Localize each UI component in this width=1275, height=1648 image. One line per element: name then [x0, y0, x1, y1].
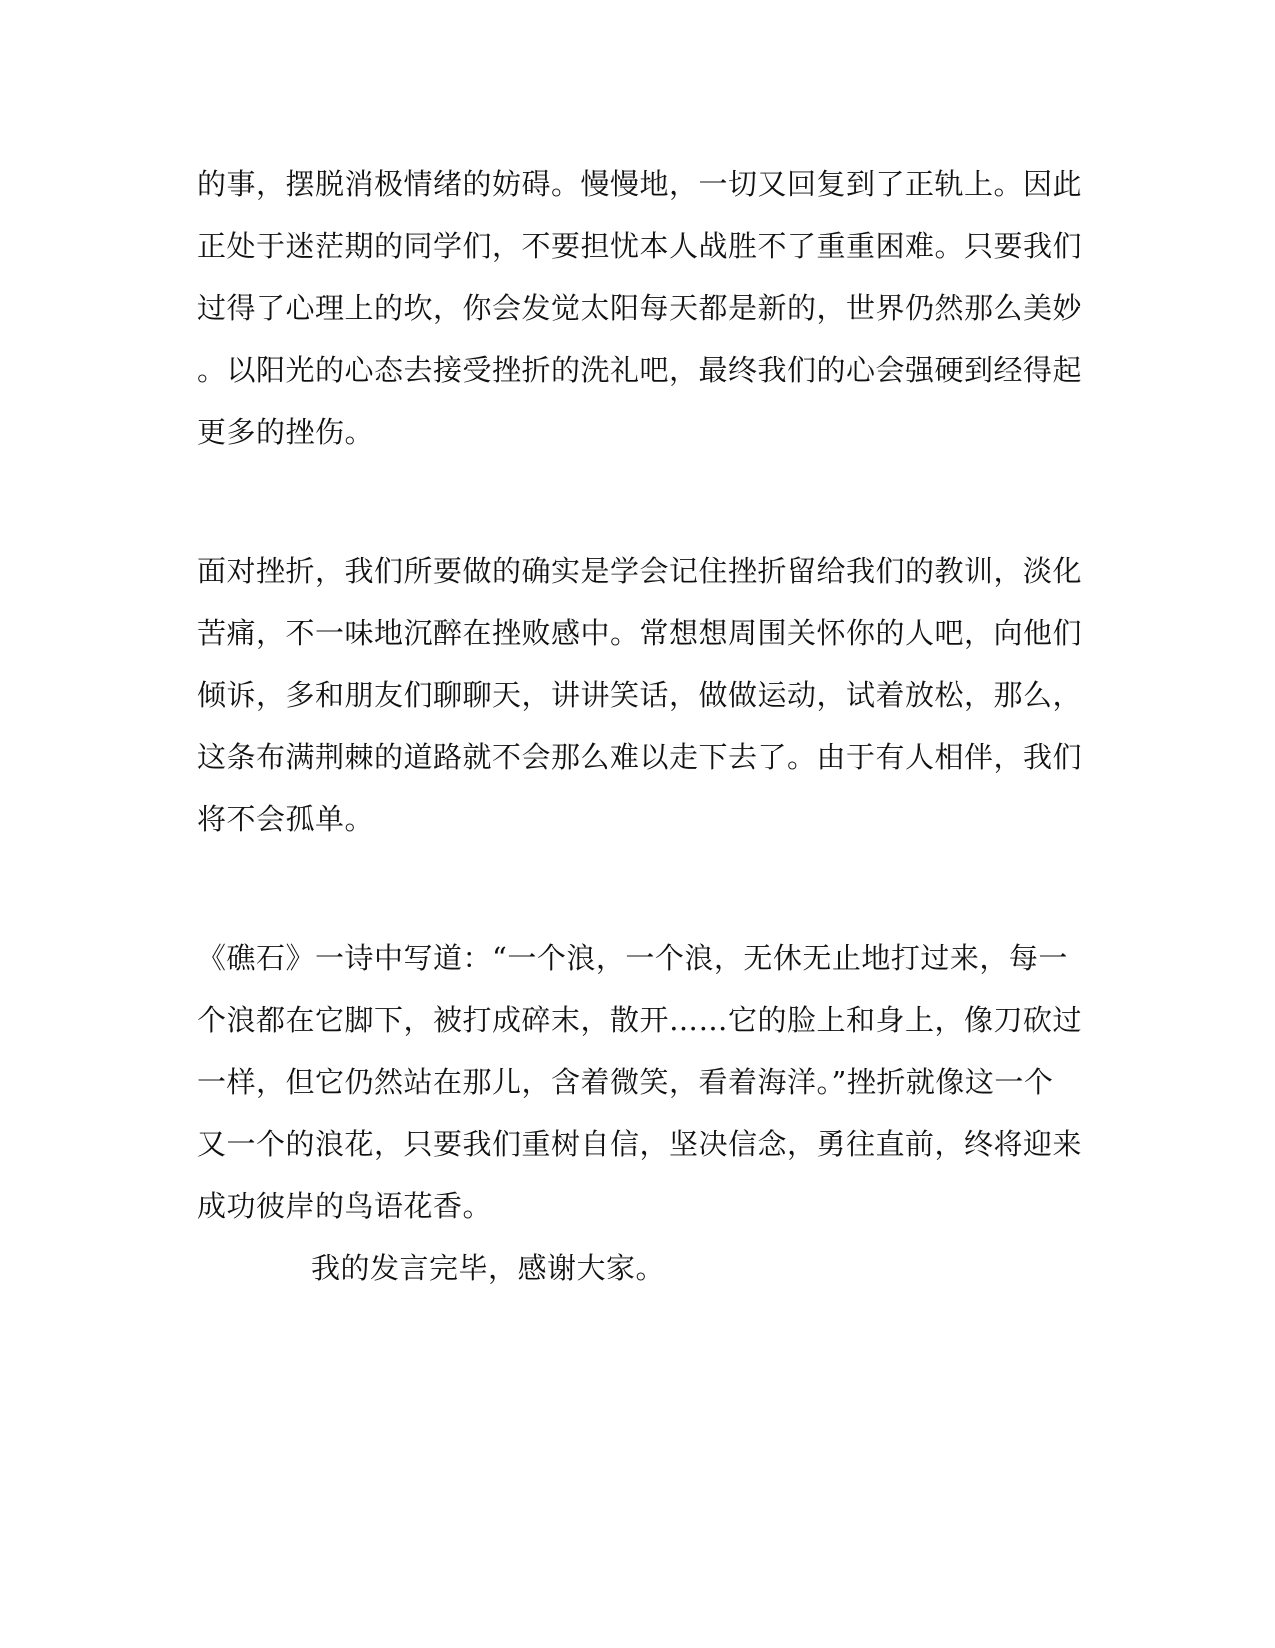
paragraph-2-line-3: 倾诉，多和朋友们聊聊天，讲讲笑话，做做运动，试着放松，那么，	[197, 678, 1083, 712]
paragraph-2-line-2: 苦痛，不一味地沉醉在挫败感中。常想想周围关怀你的人吧，向他们	[197, 616, 1083, 650]
paragraph-1-line-4: 。以阳光的心态去接受挫折的洗礼吧，最终我们的心会强硬到经得起	[197, 353, 1083, 387]
paragraph-2-line-1: 面对挫折，我们所要做的确实是学会记住挫折留给我们的教训，淡化	[197, 554, 1083, 588]
paragraph-1-line-3: 过得了心理上的坎，你会发觉太阳每天都是新的，世界仍然那么美妙	[197, 291, 1083, 325]
paragraph-3-line-4: 又一个的浪花，只要我们重树自信，坚决信念，勇往直前，终将迎来	[197, 1127, 1083, 1161]
paragraph-1-line-2: 正处于迷茫期的同学们，不要担忧本人战胜不了重重困难。只要我们	[197, 229, 1083, 263]
paragraph-3-line-5: 成功彼岸的鸟语花香。	[197, 1189, 493, 1223]
paragraph-3-line-2: 个浪都在它脚下，被打成碎末，散开……它的脸上和身上，像刀砍过	[197, 1003, 1083, 1037]
paragraph-1-line-1: 的事，摆脱消极情绪的妨碍。慢慢地，一切又回复到了正轨上。因此	[197, 167, 1083, 201]
paragraph-3-line-1: 《礁石》一诗中写道：“一个浪，一个浪，无休无止地打过来，每一	[197, 941, 1068, 975]
paragraph-1-line-5: 更多的挫伤。	[197, 415, 375, 449]
paragraph-2-line-5: 将不会孤单。	[197, 802, 375, 836]
paragraph-3-line-3: 一样，但它仍然站在那儿，含着微笑，看着海洋。”挫折就像这一个	[197, 1065, 1054, 1099]
paragraph-2-line-4: 这条布满荆棘的道路就不会那么难以走下去了。由于有人相伴，我们	[197, 740, 1083, 774]
closing-remark: 我的发言完毕，感谢大家。	[311, 1251, 666, 1285]
